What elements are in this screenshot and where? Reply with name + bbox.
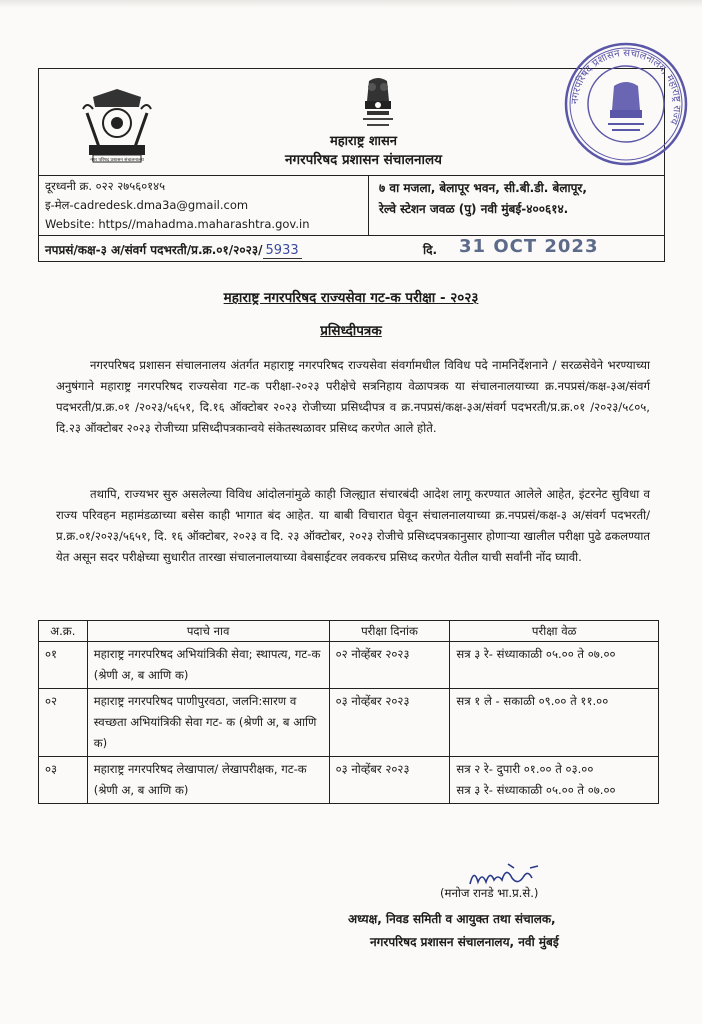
body-paragraph-1: नगरपरिषद प्रशासन संचालनालय अंतर्गत महाराष्ट्र नगरपरिषद राज्यसेवा संवर्गामधील विविध पदे नामनिर्देशनाने / सरळसेवेने भरण्याच्या अनुषंगाने महाराष्ट्र नगरपरिषद राज्यसेवा गट-क परीक्षा-२०२३ परीक्षेचे सत्रनिहाय वेळापत्रक या संचालनालयाच्या क्र.नपप्रसं/कक्ष-३अ/संवर्ग पदभरती/प्र.क्र.०१ /२०२३/५६५१, दि.१६ ऑक्टोबर २०२३ रोजीच्या प्रसिध्दीपत्र व क्र.नपप्रसं/कक्ष-३अ/संवर्ग पदभरती/प्र.क्र.०१ /२०२३/५८०५, दि.२३ ऑक्टोबर २०२३ रोजीच्या प्रसिध्दीपत्रकान्वये संकेतस्थळावर प्रसिध्द करणेत आले होते.: [56, 358, 650, 435]
time-cell: [450, 642, 659, 689]
time-cell: [450, 757, 659, 804]
column-header-post: पदाचे नाव: [87, 621, 329, 642]
contact-details: [39, 175, 369, 235]
seal-text: नगरपरिषद प्रशासन संचालनालय, महाराष्ट्र राज्य: [569, 47, 683, 126]
reference-handwritten: 5933: [263, 243, 302, 259]
column-header-serial: अ.क्र.: [39, 621, 88, 642]
body-paragraph-2: तथापि, राज्यभर सुरु असलेल्या विविध आंदोलनांमुळे काही जिल्ह्यात संचारबंदी आदेश लागू करण्यात आलेले आहेत, इंटरनेट सुविधा व राज्य परिवहन महामंडळाच्या बसेस काही भागात बंद आहेत. या बाबी विचारात घेवून संचालनालयाच्या क्र.नपप्रसं/कक्ष-३ अ/संवर्ग पदभरती/ प्र.क्र.०१/२०२३/५६५१, दि. १६ ऑक्टोबर, २०२३ व दि. २३ ऑक्टोबर, २०२३ रोजीचे प्रसिध्दपत्रकानुसार होणाऱ्या खालील परीक्षा पुढे ढकलण्यात येत असून सदर परीक्षेच्या सुधारीत तारखा संचालनालयाच्या वेबसाईटवर लवकरच प्रसिध्द करणेत येतील याची सर्वांनी नोंद घ्यावी.: [56, 487, 650, 564]
session-slot: सत्र १ ले - सकाळी ०९.०० ते ११.००: [456, 694, 609, 708]
column-header-date: परीक्षा दिनांक: [329, 621, 450, 642]
column-header-time: परीक्षा वेळ: [450, 621, 659, 642]
serial-cell: ०२: [39, 689, 88, 757]
date-cell: ०३ नोव्हेंबर २०२३: [329, 757, 450, 804]
session-slot: सत्र ३ रे- संध्याकाळी ०५.०० ते ०७.००: [456, 647, 616, 661]
post-cell: महाराष्ट्र नगरपरिषद अभियांत्रिकी सेवा; स्थापत्य, गट-क (श्रेणी अ, ब आणि क): [87, 642, 329, 689]
table-row: [39, 757, 659, 804]
website-url: Website: https//mahadma.maharashtra.gov.in: [45, 217, 310, 231]
phone-number: दूरध्वनी क्र. ०२२ २७५६०१४५: [45, 179, 166, 193]
document-title: महाराष्ट्र नगरपरिषद राज्यसेवा गट-क परीक्षा - २०२३: [223, 290, 479, 306]
reference-row: [39, 235, 664, 263]
department-name: नगरपरिषद प्रशासन संचालनालय: [285, 152, 442, 168]
office-address: [369, 175, 684, 241]
table-row: [39, 689, 659, 757]
time-cell: [450, 689, 659, 757]
date-cell: ०३ नोव्हेंबर २०२३: [329, 689, 450, 757]
email-address: इ-मेल-cadredesk.dma3a@gmail.com: [45, 198, 249, 212]
exam-schedule-table: [38, 620, 659, 804]
emblem-caption: नगर परिषद प्रशासन संचालनालय: [90, 158, 144, 163]
serial-cell: ०३: [39, 757, 88, 804]
signatory-office: नगरपरिषद प्रशासन संचालनालय, नवी मुंबई: [370, 935, 559, 949]
address-line-2: रेल्वे स्टेशन जवळ (पु) नवी मुंबई-४००६१४.: [379, 202, 569, 216]
office-seal-icon: [562, 40, 690, 168]
reference-prefix: नपप्रसं/कक्ष-३ अ/संवर्ग पदभरती/प्र.क्र.०१/२०२३/: [45, 243, 263, 257]
signatory-designation: अध्यक्ष, निवड समिती व आयुक्त तथा संचालक,: [348, 912, 556, 926]
date-label: दि.: [423, 243, 438, 257]
reference-number: [45, 241, 302, 258]
page-top-shade: [0, 0, 702, 8]
date-cell: ०२ नोव्हेंबर २०२३: [329, 642, 450, 689]
post-cell: महाराष्ट्र नगरपरिषद लेखापाल/ लेखापरीक्षक, गट-क (श्रेणी अ, ब आणि क): [87, 757, 329, 804]
national-emblem-icon: [353, 75, 403, 133]
document-subtitle: प्रसिध्दीपत्रक: [320, 323, 382, 339]
table-header-row: [39, 621, 659, 642]
session-slot: सत्र २ रे- दुपारी ०१.०० ते ०३.००: [456, 762, 594, 776]
session-slot: सत्र ३ रे- संध्याकाळी ०५.०० ते ०७.००: [456, 783, 616, 797]
signatory-name: (मनोज रानडे भा.प्र.से.): [440, 886, 539, 900]
table-row: [39, 642, 659, 689]
address-line-1: ७ वा मजला, बेलापूर भवन, सी.बी.डी. बेलापूर,: [379, 181, 587, 195]
date-stamp: 31 OCT 2023: [459, 236, 599, 257]
serial-cell: ०१: [39, 642, 88, 689]
government-name: महाराष्ट्र शासन: [329, 134, 398, 149]
post-cell: महाराष्ट्र नगरपरिषद पाणीपुरवठा, जलनि:सारण व स्वच्छता अभियांत्रिकी सेवा गट- क (श्रेणी अ, ब आणि क): [87, 689, 329, 757]
